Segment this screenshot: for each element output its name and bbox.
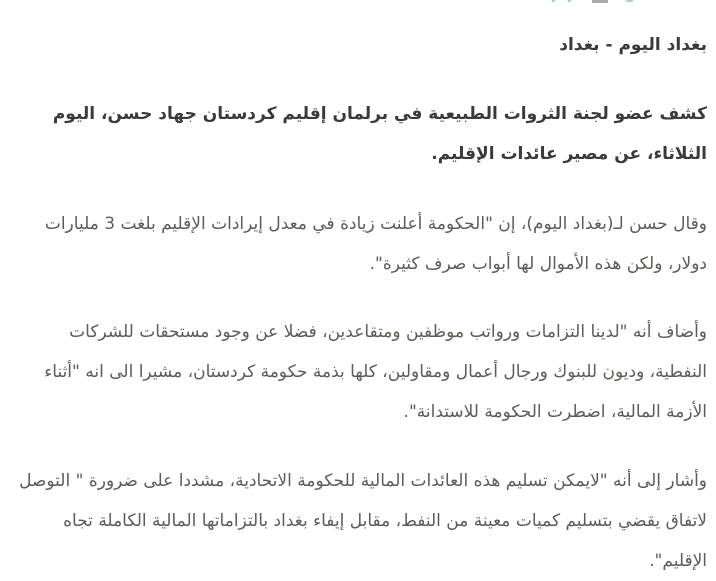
article-byline: بغداد اليوم - بغداد — [559, 35, 707, 55]
article-paragraph: وأضاف أنه "لدينا التزامات ورواتب موظفين ومتقاعدين، فضلا عن وجود مستحقات للشركات النفطية، وديون للبنوك ورجال أعمال ومقاولين، كلها بذمة حكومة كردستان، مشيرا الى انه "أثناء الأزمة المالية، اضطرت الحكومة للاستدانة". — [44, 322, 707, 422]
article-paragraph: وقال حسن لـ(بغداد اليوم)، إن "الحكومة أعلنت زيادة في معدل إيرادات الإقليم بلغت 3 مليارات دولار، ولكن هذه الأموال لها أبواب صرف كثيرة". — [44, 214, 707, 274]
article-paragraph: وأشار إلى أنه "لايمكن تسليم هذه العائدات المالية للحكومة الاتحادية، مشددا على ضرورة " التوصل لاتفاق يقضي بتسليم كميات معينة من النفط، مقابل إيفاء بغداد بالتزاماتها المالية الكاملة تجاه الإقليم". — [19, 471, 707, 571]
article-lead-paragraph: كشف عضو لجنة الثروات الطبيعية في برلمان إقليم كردستان جهاد حسن، اليوم الثلاثاء، عن مصير عائدات الإقليم. — [52, 104, 707, 164]
